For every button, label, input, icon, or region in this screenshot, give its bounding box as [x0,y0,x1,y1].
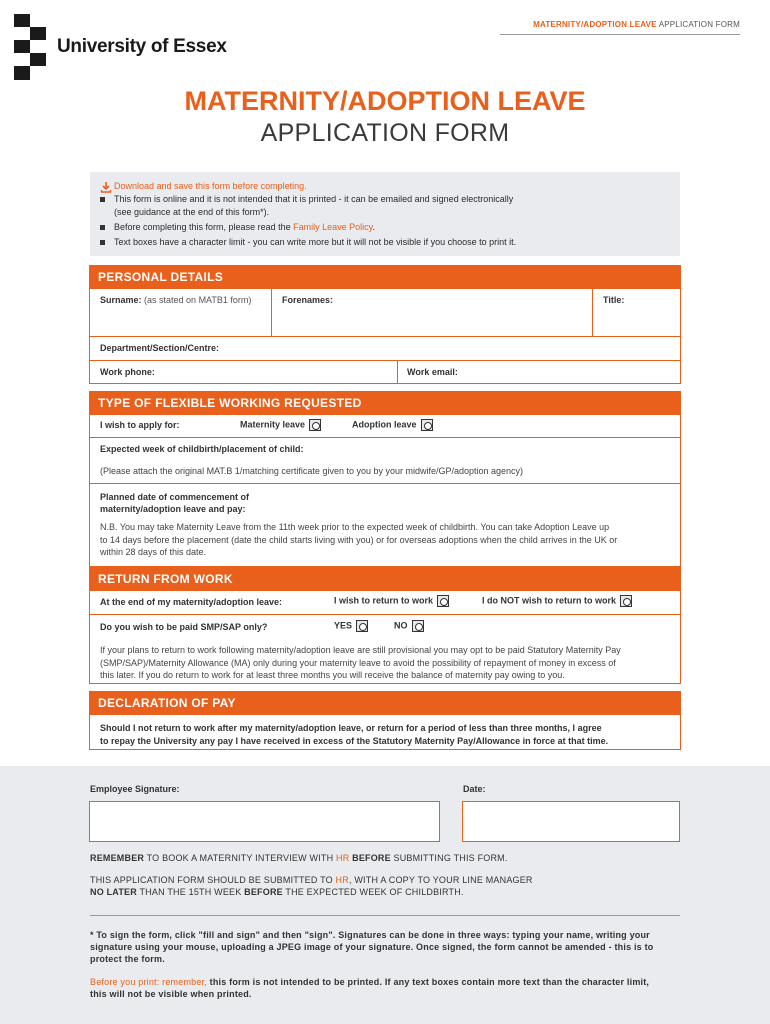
declaration-section [89,691,681,750]
instructions-panel [90,172,680,256]
info-bullet: Text boxes have a character limit - you can write more but it will not be visible if you choose to print it. [100,236,670,249]
info-bullet: This form is online and it is not intended that it is printed - it can be emailed and signed electronically (see guidance at the end of this form*). [100,193,670,219]
wish-return-option[interactable]: I wish to return to work [334,595,449,607]
department-field[interactable]: Department/Section/Centre: [90,336,680,360]
maternity-radio[interactable] [309,419,321,431]
attach-note: (Please attach the original MAT.B 1/matching certificate given to you by your midwife/GP/adoption agency) [100,466,524,476]
signing-guidance: * To sign the form, click "fill and sign" and then "sign". Signatures can be done in three ways: typing your name, writing your signature using your mouse, uploading a JPEG image of your signature. Once signed, the form cannot be amended - this is to protect the form. [90,930,654,964]
date-label: Date: [463,784,486,794]
forenames-field[interactable]: Forenames: [282,295,334,305]
employee-signature-box[interactable] [89,801,440,842]
section-heading: PERSONAL DETAILS [90,266,680,289]
work-email-field[interactable]: Work email: [397,360,680,383]
planned-date-field[interactable]: Planned date of commencement of maternity/adoption leave and pay: N.B. You may take Maternity Leave from the 11th week prior to the expected week of childbirth. You can take Adoption Leave up to 14 days before the placement (date the child starts living with you) or for overseas adoptions when the child arrives in the UK or within 28 days of this date. [90,483,680,567]
employee-signature-label: Employee Signature: [90,784,180,794]
section-heading: DECLARATION OF PAY [90,692,680,715]
maternity-leave-option[interactable]: Maternity leave [240,419,321,431]
apply-for-row: I wish to apply for: Maternity leave Adoption leave [90,415,680,437]
flexible-working-section [89,391,681,567]
work-phone-field[interactable]: Work phone: [90,360,397,383]
smp-row: Do you wish to be paid SMP/SAP only? YES NO If your plans to return to work following maternity/adoption leave are still provisional you may opt to be paid Statutory Maternity Pay (SMP/SAP)/Maternity Allowance (MA) only during your maternity leave to avoid the possibility of repayment of money in excess of this later. If you do return to work for at least three months you will receive the balance of maternity pay owing to you. [90,614,680,684]
header-form-label: MATERNITY/ADOPTION LEAVE APPLICATION FORM [533,20,740,29]
info-bullet: Before completing this form, please read the Family Leave Policy. [100,221,670,234]
adoption-radio[interactable] [421,419,433,431]
download-icon [100,181,112,193]
end-of-leave-row: At the end of my maternity/adoption leave: I wish to return to work I do NOT wish to return to work [90,591,680,614]
print-warning: Before you print: remember, this form is not intended to be printed. If any text boxes contain more text than the character limit, this will not be visible when printed. [90,977,650,999]
expected-week-field[interactable]: Expected week of childbirth/placement of child: (Please attach the original MAT.B 1/matching certificate given to you by your midwife/GP/adoption agency) [90,437,680,483]
surname-field[interactable]: Surname: (as stated on MATB1 form) [100,295,252,305]
date-box[interactable] [462,801,680,842]
personal-details-section [89,265,681,384]
university-name: University of Essex [57,36,227,57]
family-leave-policy-link[interactable]: Family Leave Policy [293,222,373,232]
smp-no-radio[interactable] [412,620,424,632]
submit-note: THIS APPLICATION FORM SHOULD BE SUBMITTED TO HR, WITH A COPY TO YOUR LINE MANAGER NO LATER THAN THE 15TH WEEK BEFORE THE EXPECTED WEEK OF CHILDBIRTH. [90,875,533,897]
download-notice[interactable]: Download and save this form before completing. [100,180,670,193]
nb-note: N.B. You may take Maternity Leave from the 11th week prior to the expected week of childbirth. You can take Adoption Leave up to 14 days before the placement (date the child starts living with you) or for overseas adoptions when the child arrives in the UK or within 28 days of this date. [100,522,618,557]
smp-yes-option[interactable]: YES [334,620,368,632]
declaration-text: Should I not return to work after my maternity/adoption leave, or return for a period of less than three months, I agree to repay the University any pay I have received in excess of the Statutory Maternity Pay/Allowance in force at that time. [100,723,609,746]
not-wish-return-radio[interactable] [620,595,632,607]
smp-no-option[interactable]: NO [394,620,424,632]
smp-yes-radio[interactable] [356,620,368,632]
page-subtitle: APPLICATION FORM [260,119,510,147]
wish-return-radio[interactable] [437,595,449,607]
smp-note: If your plans to return to work following maternity/adoption leave are still provisional you may opt to be paid Statutory Maternity Pay (SMP/SAP)/Maternity Allowance (MA) only during your maternity leave to avoid the possibility of repayment of money in excess of this later. If you do return to work for at least three months you will receive the balance of maternity pay owing to you. [100,645,621,680]
header-rule [500,34,740,35]
section-heading: TYPE OF FLEXIBLE WORKING REQUESTED [90,392,680,415]
divider [90,915,680,916]
university-logo-mark [14,14,48,84]
remember-note: REMEMBER TO BOOK A MATERNITY INTERVIEW WITH HR BEFORE SUBMITTING THIS FORM. [90,853,508,863]
adoption-leave-option[interactable]: Adoption leave [352,419,433,431]
not-wish-return-option[interactable]: I do NOT wish to return to work [482,595,632,607]
title-field[interactable]: Title: [603,295,625,305]
page-title: MATERNITY/ADOPTION LEAVE [184,86,586,116]
return-from-work-section [89,567,681,684]
section-heading: RETURN FROM WORK [90,568,680,591]
